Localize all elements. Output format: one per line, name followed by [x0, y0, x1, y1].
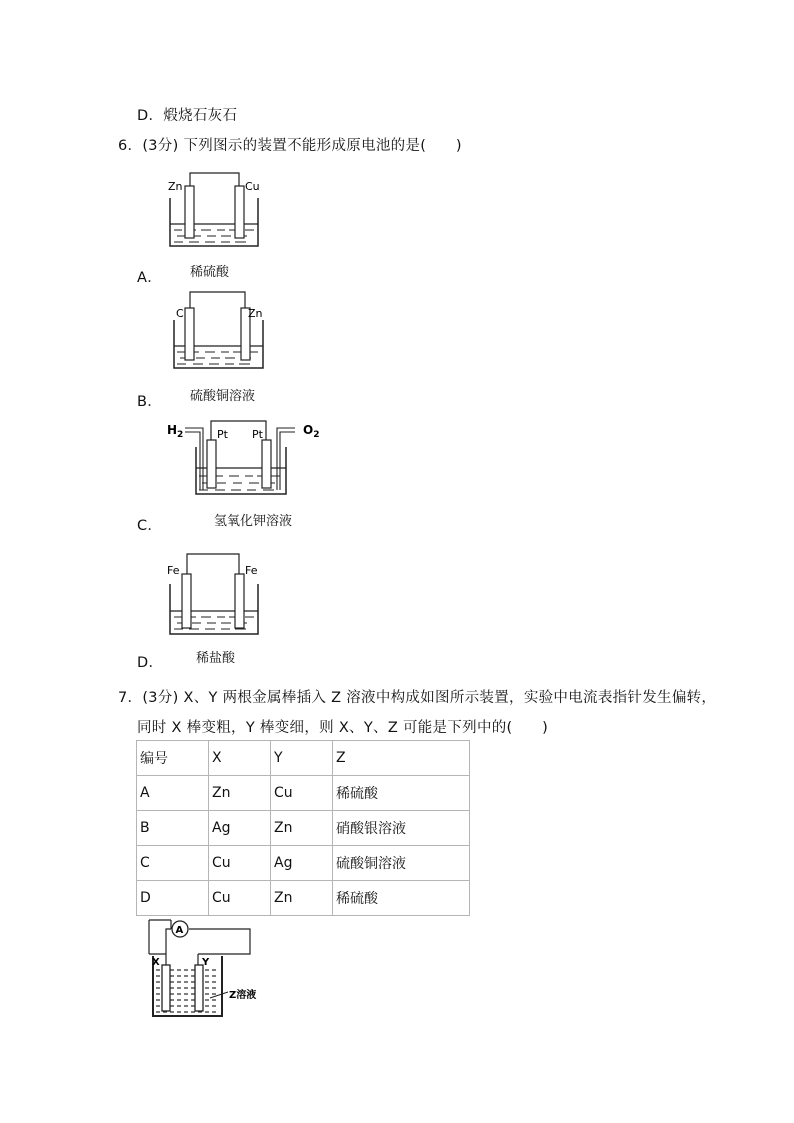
ammeter-cell-diagram	[140, 918, 280, 1022]
rod-y-label: Y	[202, 957, 210, 968]
table-cell: 硝酸银溶液	[333, 811, 470, 846]
electrode-right-label: Pt	[252, 428, 263, 441]
table-cell: D	[137, 881, 209, 916]
rod-x-label: X	[152, 957, 160, 968]
solution-label-a: 稀硫酸	[190, 265, 230, 280]
table-cell: 硫酸铜溶液	[333, 846, 470, 881]
electrode-right-label: Fe	[245, 564, 258, 577]
table-cell: C	[137, 846, 209, 881]
cell-diagram-b	[165, 290, 265, 372]
h2-label: $H_2$	[167, 423, 184, 440]
answer-table	[136, 740, 470, 916]
electrode-right-label: Zn	[248, 307, 263, 320]
cell-diagram-c	[165, 416, 325, 498]
cell-diagram-d	[165, 548, 265, 638]
electrode-right	[262, 440, 271, 488]
electrode-right-label: Cu	[245, 180, 260, 193]
electrode-right	[235, 574, 244, 628]
solution-label-b: 硫酸铜溶液	[190, 389, 256, 404]
electrode-right	[235, 186, 244, 238]
table-cell: Zn	[271, 811, 333, 846]
solution-label-c: 氢氧化钾溶液	[214, 514, 293, 529]
table-header-cell: X	[209, 741, 271, 776]
table-cell: Cu	[271, 776, 333, 811]
ammeter-label: A	[175, 925, 184, 936]
q5-option-d: D．煅烧石灰石	[137, 108, 238, 124]
option-label-a: A．	[137, 270, 163, 286]
table-cell: 稀硫酸	[333, 776, 470, 811]
q7-stem-line2: 同时 X 棒变粗，Y 棒变细，则 X、Y、Z 可能是下列中的( )	[137, 720, 549, 736]
table-cell: Cu	[209, 846, 271, 881]
solution-label: Z溶液	[229, 990, 257, 1001]
table-cell: B	[137, 811, 209, 846]
table-row	[137, 811, 470, 846]
table-cell: Ag	[209, 811, 271, 846]
table-cell: Ag	[271, 846, 333, 881]
o2-label: $O_2$	[303, 423, 320, 440]
electrode-left-label: Fe	[167, 564, 180, 577]
table-cell: Cu	[209, 881, 271, 916]
table-row	[137, 846, 470, 881]
electrode-left	[185, 308, 194, 360]
table-row	[137, 776, 470, 811]
electrode-left-label: Pt	[217, 428, 228, 441]
option-label-d: D．	[137, 655, 164, 671]
table-row	[137, 881, 470, 916]
table-header-cell: Z	[333, 741, 470, 776]
electrode-left	[182, 574, 191, 628]
table-header-row	[137, 741, 470, 776]
table-cell: A	[137, 776, 209, 811]
electrode-left	[207, 440, 216, 488]
option-label-b: B．	[137, 394, 163, 410]
cell-diagram-a	[165, 168, 265, 250]
option-label-c: C．	[137, 518, 163, 534]
q6-stem: 6．(3分) 下列图示的装置不能形成原电池的是( )	[118, 138, 462, 154]
solution-label-d: 稀盐酸	[196, 651, 236, 666]
table-header-cell: 编号	[137, 741, 209, 776]
electrode-left	[185, 186, 194, 238]
table-cell: 稀硫酸	[333, 881, 470, 916]
electrode-left-label: Zn	[168, 180, 183, 193]
table-header-cell: Y	[271, 741, 333, 776]
rod-y	[195, 965, 203, 1011]
rod-x	[162, 965, 170, 1011]
table-cell: Zn	[271, 881, 333, 916]
q7-stem-line1: 7．(3分) X、Y 两根金属棒插入 Z 溶液中构成如图所示装置，实验中电流表指针发生偏转，	[118, 690, 717, 706]
electrode-left-label: C	[176, 307, 184, 320]
table-cell: Zn	[209, 776, 271, 811]
